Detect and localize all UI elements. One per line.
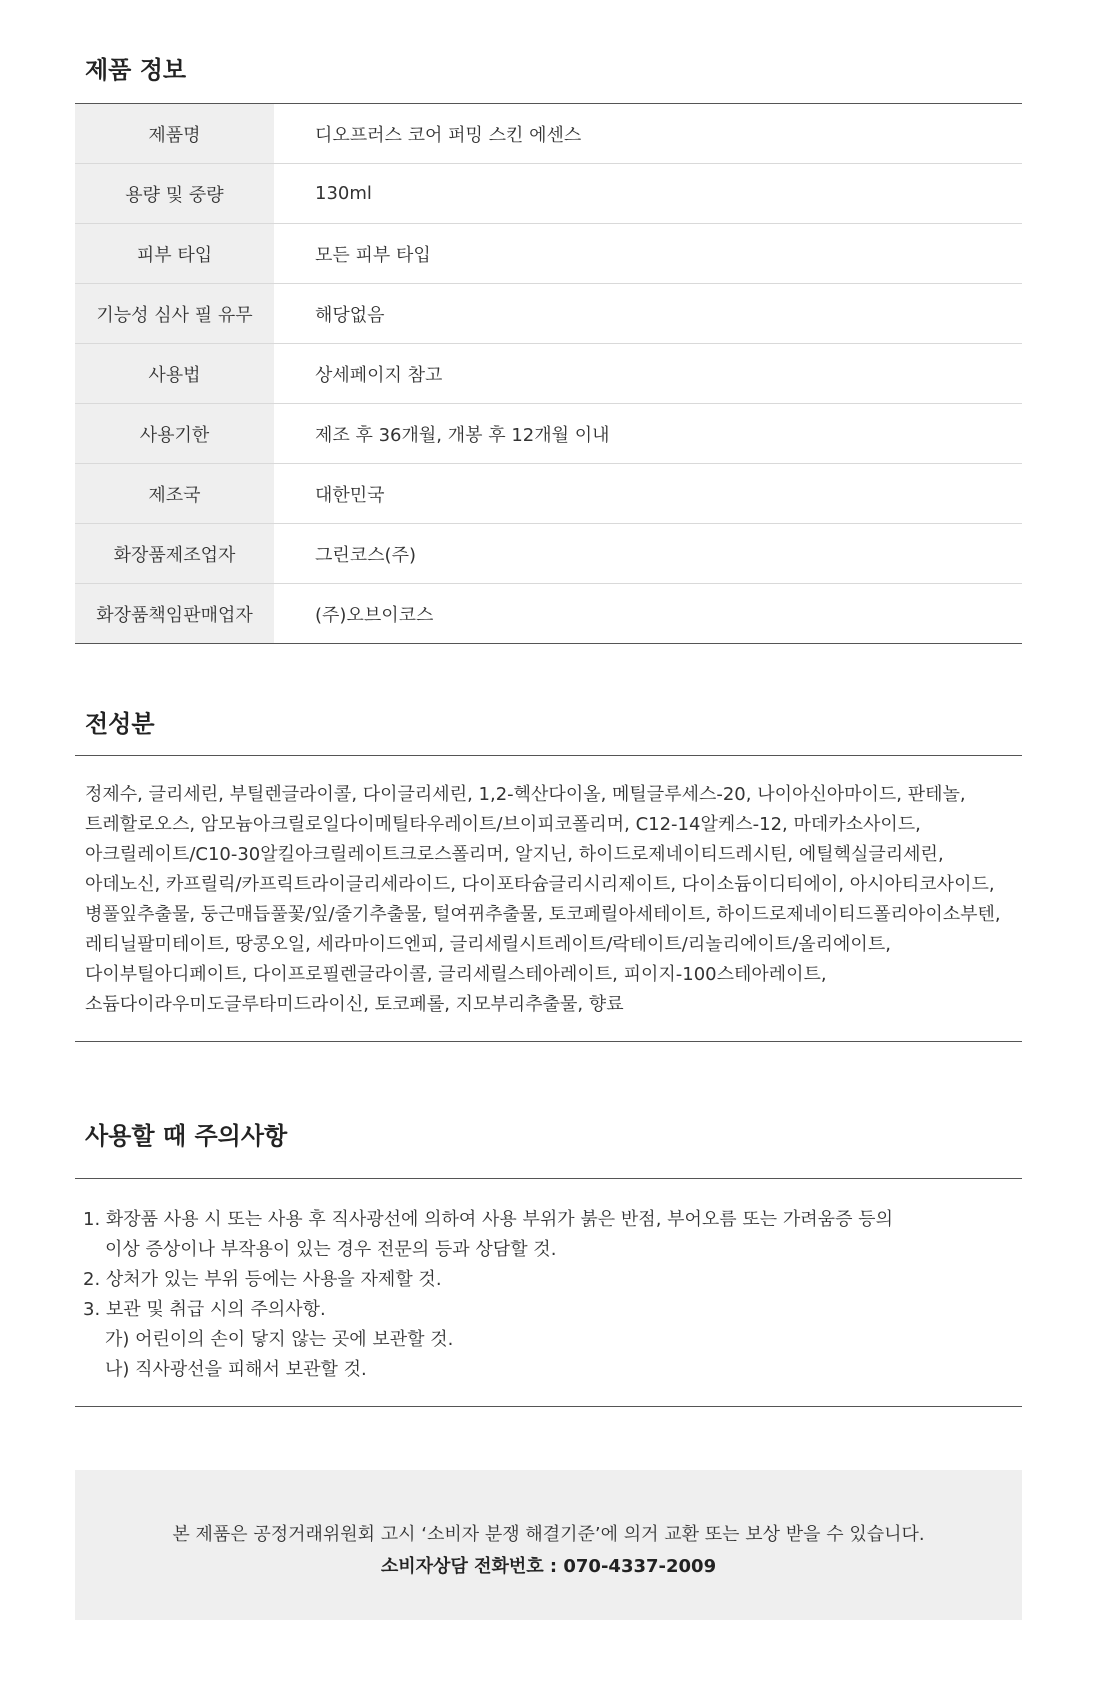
row-label-manufacturer: 화장품제조업자 <box>75 524 274 584</box>
row-value-manufacturer: 그린코스(주) <box>274 524 1022 584</box>
row-label-volume: 용량 및 중량 <box>75 164 274 224</box>
table-row <box>75 524 1022 584</box>
row-label-functional-review: 기능성 심사 필 유무 <box>75 284 274 344</box>
notice-box <box>75 1470 1022 1620</box>
cautions-bottom-divider <box>75 1406 1022 1407</box>
caution-item: 1. 화장품 사용 시 또는 사용 후 직사광선에 의하여 사용 부위가 붉은 반점, 부어오름 또는 가려움증 등의 <box>83 1209 893 1230</box>
caution-item: 2. 상처가 있는 부위 등에는 사용을 자제할 것. <box>83 1269 442 1290</box>
table-row <box>75 104 1022 164</box>
cautions-top-divider <box>75 1178 1022 1179</box>
table-row <box>75 344 1022 404</box>
customer-service-phone: 소비자상담 전화번호 : 070-4337-2009 <box>380 1556 717 1577</box>
table-row <box>75 164 1022 224</box>
caution-item-continuation: 이상 증상이나 부작용이 있는 경우 전문의 등과 상담할 것. <box>105 1239 557 1260</box>
ingredients-top-divider <box>75 755 1022 756</box>
ingredients-bottom-divider <box>75 1041 1022 1042</box>
row-label-expiry: 사용기한 <box>75 404 274 464</box>
table-row <box>75 464 1022 524</box>
notice-text: 본 제품은 공정거래위원회 고시 ‘소비자 분쟁 해결기준’에 의거 교환 또는 보상 받을 수 있습니다. <box>172 1524 925 1545</box>
row-label-skin-type: 피부 타입 <box>75 224 274 284</box>
product-info-table <box>75 103 1022 644</box>
caution-item: 3. 보관 및 취급 시의 주의사항. <box>83 1299 326 1320</box>
row-value-product-name: 디오프러스 코어 퍼밍 스킨 에센스 <box>315 124 582 146</box>
caution-subitem: 나) 직사광선을 피해서 보관할 것. <box>105 1359 367 1380</box>
row-value-usage: 상세페이지 참고 <box>274 344 1022 404</box>
row-label-country: 제조국 <box>75 464 274 524</box>
cautions-title: 사용할 때 주의사항 <box>85 1122 288 1150</box>
row-label-distributor: 화장품책임판매업자 <box>75 584 274 644</box>
row-value-country: 대한민국 <box>274 464 1022 524</box>
cautions-list <box>83 1205 893 1385</box>
row-label-usage: 사용법 <box>75 344 274 404</box>
table-row <box>75 584 1022 644</box>
ingredients-text: 정제수, 글리세린, 부틸렌글라이콜, 다이글리세린, 1,2-헥산다이올, 메틸글루세스-20, 나이아신아마이드, 판테놀, 트레할로오스, 암모늄아크릴로일다이메틸타우레이트/브이피코폴리머, C12-14알케스-12, 마데카소사이드, 아크릴레이트/C10-30알킬아크릴레이트크로스폴리머, 알지닌, 하이드로제네이티드레시틴, 에틸헥실글리세린, 아데노신, 카프릴릭/카프릭트라이글리세라이드, 다이포타슘글리시리제이트, 다이소듐이디티에이, 아시아티코사이드, 병풀잎추출물, 둥근매듭풀꽃/잎/줄기추출물, 털여뀌추출물, 토코페릴아세테이트, 하이드로제네이티드폴리아이소부텐, 레티닐팔미테이트, 땅콩오일, 세라마이드엔피, 글리세릴시트레이트/락테이트/리놀리에이트/올리에이트, 다이부틸아디페이트, 다이프로필렌글라이콜, 글리세릴스테아레이트, 피이지-100스테아레이트, 소듐다이라우미도글루타미드라이신, 토코페롤, 지모부리추출물, 향료 <box>85 784 1001 1015</box>
ingredients-title: 전성분 <box>85 710 155 738</box>
row-label-product-name: 제품명 <box>75 104 274 164</box>
row-value-distributor: (주)오브이코스 <box>274 584 1022 644</box>
row-value-expiry: 제조 후 36개월, 개봉 후 12개월 이내 <box>274 404 1022 464</box>
table-row <box>75 284 1022 344</box>
row-value-skin-type: 모든 피부 타입 <box>274 224 1022 284</box>
caution-subitem: 가) 어린이의 손이 닿지 않는 곳에 보관할 것. <box>105 1329 454 1350</box>
row-value-functional-review: 해당없음 <box>274 284 1022 344</box>
product-info-title: 제품 정보 <box>85 56 187 84</box>
table-row <box>75 224 1022 284</box>
table-row <box>75 404 1022 464</box>
row-value-volume: 130ml <box>274 164 1022 224</box>
